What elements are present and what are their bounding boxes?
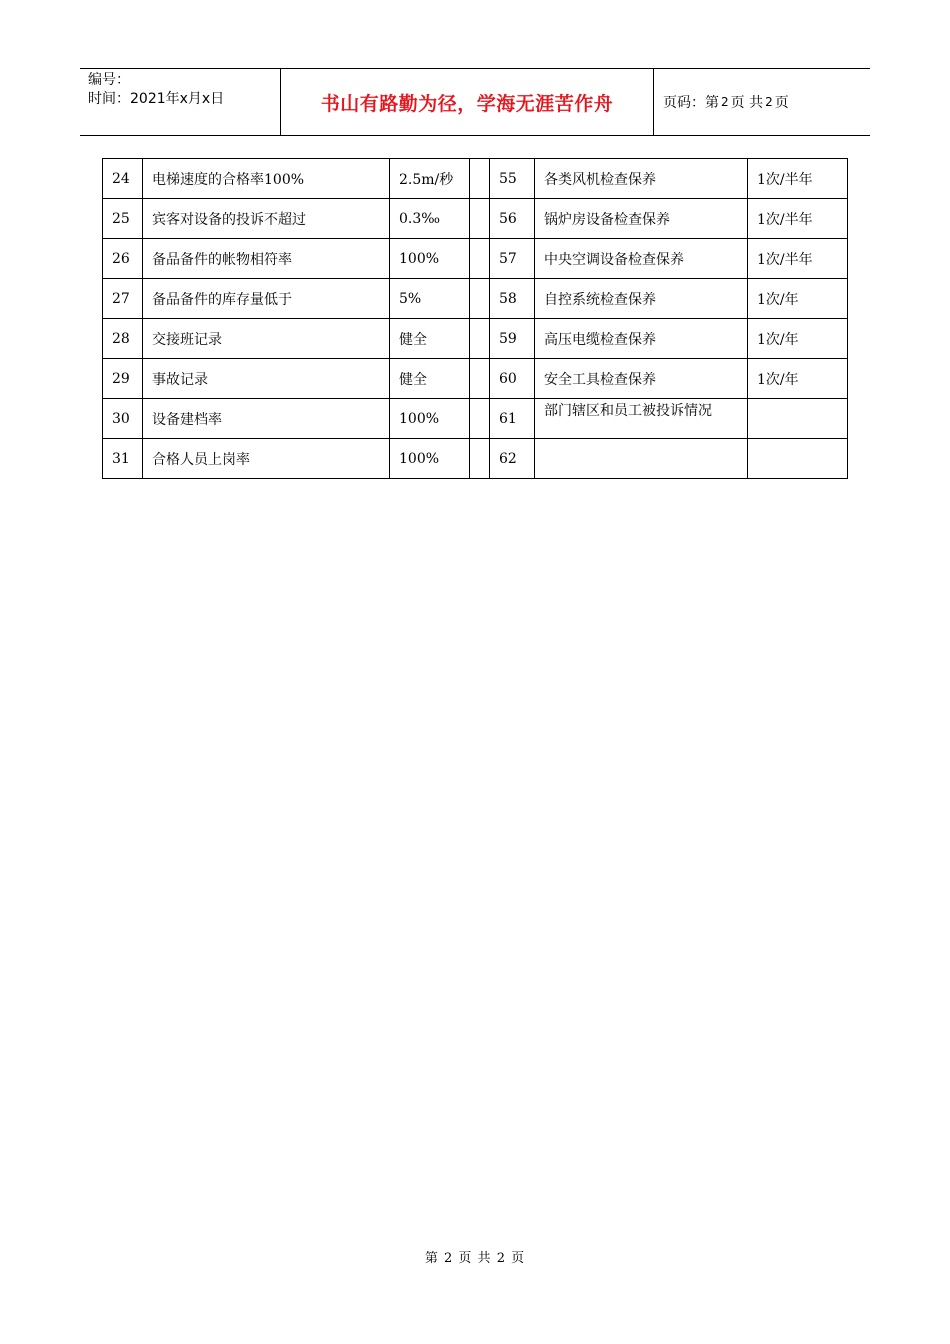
item-left: 事故记录 [143, 359, 390, 399]
value-right: 1次/年 [748, 279, 848, 319]
item-right: 部门辖区和员工被投诉情况 [535, 399, 748, 439]
table-row [103, 239, 848, 279]
row-number-right: 62 [490, 439, 535, 479]
page-current: 2 [721, 95, 729, 109]
value-left: 5% [390, 279, 470, 319]
value-right: 1次/年 [748, 359, 848, 399]
row-number-left: 29 [103, 359, 143, 399]
page-prefix: 页码：第 [663, 95, 719, 111]
value-right: 1次/年 [748, 319, 848, 359]
item-left: 设备建档率 [143, 399, 390, 439]
page-total: 2 [765, 95, 773, 109]
table-row [103, 159, 848, 199]
inspection-table [102, 158, 848, 479]
value-right [748, 399, 848, 439]
table-row [103, 279, 848, 319]
item-left: 备品备件的库存量低于 [143, 279, 390, 319]
column-gap [470, 159, 490, 199]
header-page-number [654, 69, 870, 135]
row-number-right: 57 [490, 239, 535, 279]
row-number-left: 25 [103, 199, 143, 239]
column-gap [470, 279, 490, 319]
item-right: 高压电缆检查保养 [535, 319, 748, 359]
value-right [748, 439, 848, 479]
value-left: 健全 [390, 359, 470, 399]
row-number-right: 60 [490, 359, 535, 399]
row-number-left: 26 [103, 239, 143, 279]
value-right: 1次/半年 [748, 159, 848, 199]
value-left: 2.5m/秒 [390, 159, 470, 199]
row-number-left: 30 [103, 399, 143, 439]
page-mid: 页 共 [730, 95, 764, 111]
value-left: 100% [390, 439, 470, 479]
table-row [103, 319, 848, 359]
column-gap [470, 359, 490, 399]
column-gap [470, 239, 490, 279]
table-row [103, 399, 848, 439]
value-left: 100% [390, 399, 470, 439]
time-label: 时间：2021年x月x日 [88, 91, 225, 107]
row-number-left: 28 [103, 319, 143, 359]
row-number-right: 59 [490, 319, 535, 359]
item-left: 合格人员上岗率 [143, 439, 390, 479]
page-suffix: 页 [774, 95, 789, 111]
header-meta [80, 69, 281, 135]
column-gap [470, 319, 490, 359]
column-gap [470, 199, 490, 239]
page-footer: 第 2 页 共 2 页 [424, 1251, 526, 1266]
column-gap [470, 439, 490, 479]
item-left: 宾客对设备的投诉不超过 [143, 199, 390, 239]
item-right: 中央空调设备检查保养 [535, 239, 748, 279]
column-gap [470, 399, 490, 439]
value-right: 1次/半年 [748, 199, 848, 239]
row-number-right: 55 [490, 159, 535, 199]
item-left: 电梯速度的合格率100% [143, 159, 390, 199]
item-right: 自控系统检查保养 [535, 279, 748, 319]
item-right: 安全工具检查保养 [535, 359, 748, 399]
table-row [103, 439, 848, 479]
row-number-right: 61 [490, 399, 535, 439]
row-number-left: 31 [103, 439, 143, 479]
item-right [535, 439, 748, 479]
row-number-right: 56 [490, 199, 535, 239]
item-right: 锅炉房设备检查保养 [535, 199, 748, 239]
value-left: 100% [390, 239, 470, 279]
row-number-right: 58 [490, 279, 535, 319]
code-label: 编号： [88, 72, 130, 88]
value-right: 1次/半年 [748, 239, 848, 279]
row-number-left: 24 [103, 159, 143, 199]
item-left: 交接班记录 [143, 319, 390, 359]
value-left: 0.3‰ [390, 199, 470, 239]
item-left: 备品备件的帐物相符率 [143, 239, 390, 279]
value-left: 健全 [390, 319, 470, 359]
page-header [80, 68, 870, 136]
item-right: 各类风机检查保养 [535, 159, 748, 199]
table-row [103, 359, 848, 399]
row-number-left: 27 [103, 279, 143, 319]
header-motto: 书山有路勤为径，学海无涯苦作舟 [281, 69, 654, 135]
table-row [103, 199, 848, 239]
